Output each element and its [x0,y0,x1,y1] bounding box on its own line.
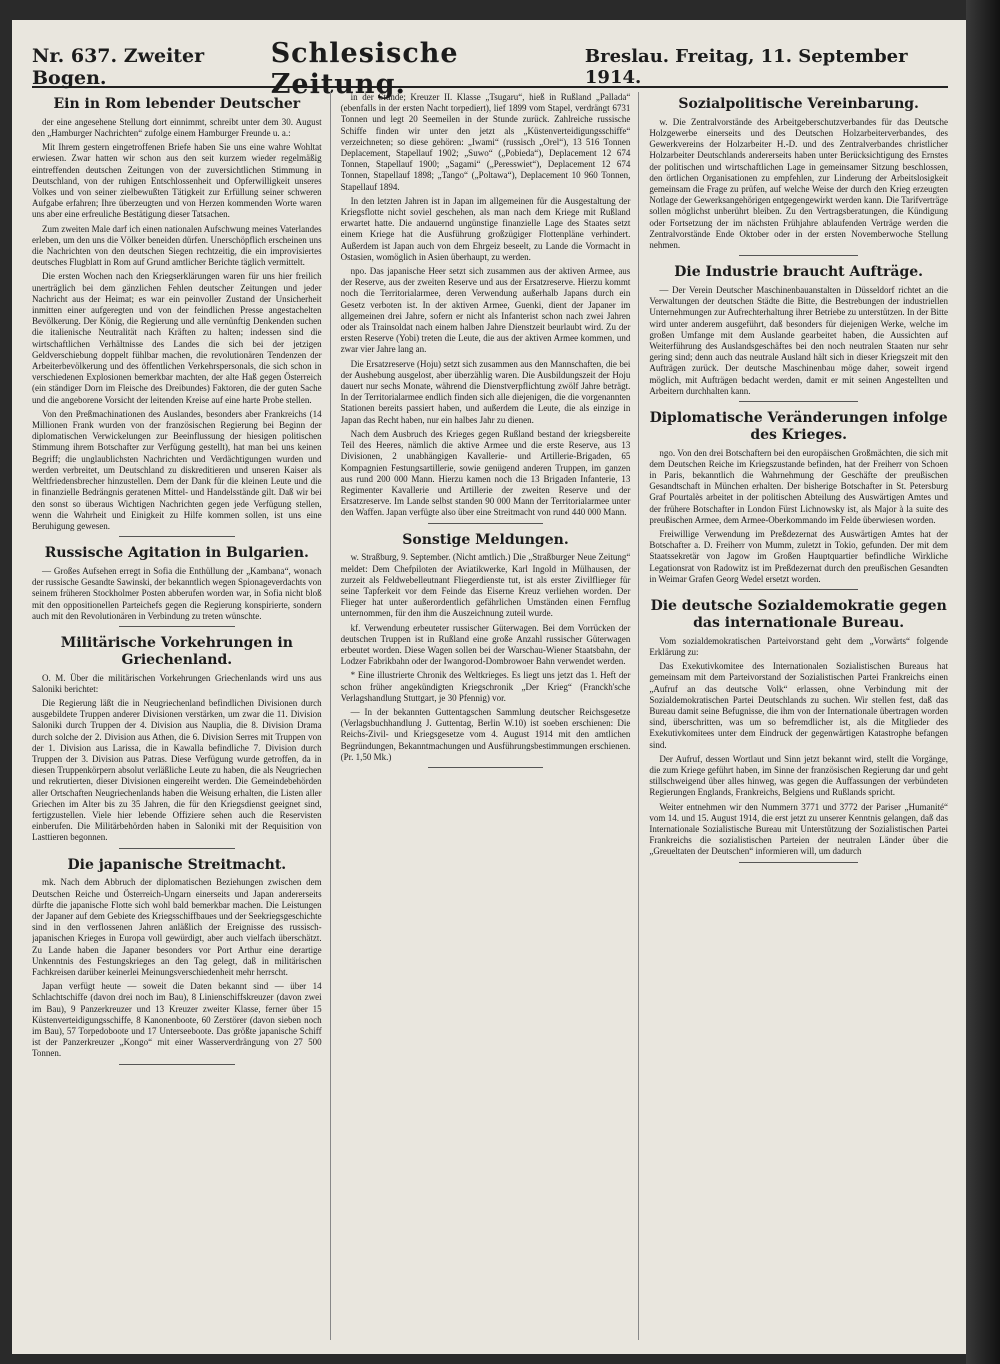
article [649,264,948,402]
article [32,96,322,537]
column-2 [341,92,640,1340]
article-paragraph: Von den Preßmachinationen des Auslandes, besonders aber Frankreichs (14 Millionen Frank wurden von der französischen Regierung bei Beginn der diplomatischen Verwickelungen zur Beeinflussung der hiesigen politischen Stimmung ihrem Botschafter zur Verfügung gestellt), hat man bei uns keinen Begriff; die unglaublichsten Nachrichten und Verdächtigungen wurden und werden verbreitet, um Deutschland zu diskreditieren und unseren Kaiser als Weltfriedensbrecher hinzustellen. Dem der Dank für die kleinen Leute und die in finanzielle Bedrängnis geratenen Mittel- und Handelsstände gilt. Daß wir bei den sonst so überaus Wichtigen Nachrichten gegen jede Verfügung stellen, wenn die Wahrheit und Einigkeit zu Hilfe kommen sollen, ist uns eine Beruhigung gewesen. [32,408,322,531]
article-divider [119,536,235,537]
article-paragraph: Freiwillige Verwendung im Preßdezernat des Auswärtigen Amtes hat der Botschafter a. D. Freiherr von Mumm, zuletzt in Tokio, gefunden. Der mit dem Staatssekretär von Jagow im Großen Hauptquartier befindliche Wirkliche Legationsrat von Radowitz ist im Preßdezernat durch den preußischen Gesandten in Weimar Grafen Georg Wedel ersetzt worden. [649,529,948,584]
article-divider [739,589,858,590]
article-divider [119,1064,235,1065]
newspaper-title: Schlesische Zeitung. [270,38,459,100]
article [649,598,948,862]
article-headline: Die Industrie braucht Aufträge. [674,264,924,281]
columns [32,92,948,1340]
article-paragraph: Mit Ihrem gestern eingetroffenen Briefe haben Sie uns eine wahre Wohltat erwiesen. Zwar hatten wir schon aus den seit kurzem wieder regelmäßig eintreffenden deutschen Zeitungen von der zuversichtlichen Stimmung in Deutschland, von der ruhigen Entschlossenheit und Opferwilligkeit unseres Volkes und von seiner zielbewußten Tätigkeit zur Erfüllung seiner schweren Aufgabe erfahren; Ihre überzeugten und von Herzen kommenden Worte waren uns aber eine erfreuliche Bestätigung dieser Tatsachen. [32,142,322,220]
article-divider [739,862,858,863]
article [32,857,322,1065]
article-paragraph: — Großes Aufsehen erregt in Sofia die Enthüllung der „Kambana“, wonach der russische Gesandte Sawinski, der bekanntlich wegen Spionageverdachts von seinem früheren Stockholmer Posten abberufen worden war, in Sofia nicht bloß mit den oppositionellen Parteichefs gegen die Regierung konspirierte, sondern auch mit den Revolutionären in Verbindung zu treten wünschte. [32,565,322,621]
article-paragraph: w. Die Zentralvorstände des Arbeitgeberschutzverbandes für das Deutsche Holzgewerbe einerseits und des Deutschen Holzarbeiterverbandes, des Gewerkvereins der Holzarbeiter H.-D. und des Zentralverbandes christlicher Holzarbeiter Deutschlands andererseits haben unter Berücksichtigung des Ernstes der politischen und wirtschaftlichen Lage in gemeinsamer Sitzung beschlossen, den örtlichen Organisationen zu empfehlen, zur Linderung der Arbeitslosigkeit gemeinsam die Frage zu prüfen, auf welche Weise der durch den Krieg erzeugten Notlage der Gewerksangehörigen entgegengewirkt werden kann. Die Tarifverträge sollen möglichst unberührt bleiben. Zu den Vertragsberatungen, die Kündigung oder Fortsetzung der im nächsten Frühjahre ablaufenden Verträge werden die Zentralvorstände Ende Oktober oder in der ersten Novemberwoche Stellung nehmen. [649,116,948,251]
article-paragraph: Die ersten Wochen nach den Kriegserklärungen waren für uns hier freilich unerträglich bei dem gänzlichen Fehlen deutscher Zeitungen und jeder Nachricht aus der Heimat; es war ein peinvoller Zustand der Unsicherheit inmitten einer aufgeregten und von der feindlichen Presse angestachelten Bevölkerung. Der König, die Regierung und alle vernünftig Denkenden suchen die italienische Neutralität nach Kräften zu halten; indessen sind die wirtschaftlichen Verhältnisse des Landes die sich bei der jetzigen Geldverschiebung doppelt fühlbar machen, die revolutionären Tendenzen der Arbeiterbevölkerung und des öffentlichen Verkehrspersonals, die sich schon in verschiedenen Explosionen bemerkbar machten, der alte Haß gegen Österreich (ein ständiger Dorn im Fleische des Dreibundes) Faktoren, die der guten Sache und die angeborene Vorsicht der leitenden Kreise auf eine harte Probe stellen. [32,271,322,405]
article-headline: Diplomatische Veränderungen infolge des Krieges. [649,410,948,443]
issue-number: Nr. 637. Zweiter Bogen. [32,45,205,89]
article-paragraph: Der Aufruf, dessen Wortlaut und Sinn jetzt bekannt wird, stellt die Vorgänge, die zum Kriege geführt haben, im Sinne der französischen Regierung dar und geht stillschweigend über alles hinweg, was gegen die Auffassungen der verbündeten Regierungen Englands, Frankreichs, Belgiens und Rußlands spricht. [649,753,948,798]
column-1 [32,92,331,1340]
article-paragraph: Das Exekutivkomitee des Internationalen Sozialistischen Bureaus hat gemeinsam mit dem Parteivorstand der Sozialistischen Partei Frankreichs einen „Aufruf an das deutsche Volk“ erlassen, ohne Verbindung mit der Sozialdemokratischen Partei Deutschlands zu suchen. Wir stellen fest, daß das Bureau damit seine Befugnisse, die ihm von der Internationale übertragen worden sind, überschritten, was um so befremdlicher ist, als die Mitglieder des Exekutivkomitees unter dem Eindruck der gegenwärtigen Katastrophe befangen sind. [649,661,948,750]
article-headline: Militärische Vorkehrungen in Griechenland. [60,634,293,668]
article-paragraph: w. Straßburg, 9. September. (Nicht amtlich.) Die „Straßburger Neue Zeitung“ meldet: Dem Chefpiloten der Aviatikwerke, Karl Ingold in Mülhausen, der zurzeit als Feldwebelleutnant Fliegerdienste tut, ist als erster Zivilflieger für seine Tapferkeit vor dem Feinde das Eiserne Kreuz verliehen worden. Der Flieger hat unter außerordentlich gefährlichen Umständen einen Fernflug unternommen, für den ihm die Auszeichnung zuteil wurde. [340,552,631,619]
article-paragraph: Zum zweiten Male darf ich einen nationalen Aufschwung meines Vaterlandes erleben, um den uns die Völker beneiden dürfen. Unerschöpflich erscheinen uns die Nachrichten von den deutschen Siegen rechtzeitig, die ein improvisiertes deutsches Flugblatt in Rom auf Grund amtlicher Berichte täglich vermittelt. [32,223,322,268]
article-paragraph: npo. Das japanische Heer setzt sich zusammen aus der aktiven Armee, aus der Reserve, aus der zweiten Reserve und aus der Ersatzreserve. Hierzu kommt noch die Territorialarmee, deren Verwendung außerhalb Japans durch ein Gesetz verboten ist. In der aktiven Armee, Guenki, dient der Japaner im allgemeinen drei Jahre, sofern er nicht als Infanterist schon nach zwei Jahren oder als Trainsoldat nach einem halben Jahre Dienstzeit beurlaubt wird. Zu der ersten Reserve (Yobi) treten die Leute, die aus der aktiven Armee kommen, und zwar vier Jahre lang an. [340,266,631,355]
dateline: Breslau. Freitag, 11. September 1914. [584,46,908,88]
article-paragraph: * Eine illustrierte Chronik des Weltkrieges. Es liegt uns jetzt das 1. Heft der schon früher angekündigten Kriegschronik „Der Krieg“ (Franckh'sche Verlagshandlung Stuttgart, je 30 Pfennig) vor. [340,670,631,703]
article-divider [119,848,235,849]
article [341,532,631,768]
article [32,545,322,627]
article [649,410,948,590]
article-paragraph: kf. Verwendung erbeuteter russischer Güterwagen. Bei dem Vorrücken der deutschen Truppen ist in Rußland eine große Anzahl russischer Güterwagen erbeutet worden. Diese Wagen sollen bei der Warschau-Wiener Staatsbahn, der Lodzer Fabrikbahn oder der Iwangorod-Dombrowoer Bahn verwendet werden. [340,622,631,667]
article-divider [119,626,235,627]
article-divider [428,767,544,768]
article-headline: Ein in Rom lebender Deutscher [53,96,301,112]
article-paragraph: — Der Verein Deutscher Maschinenbauanstalten in Düsseldorf richtet an die Verwaltungen der deutschen Städte die Bitte, die Bestrebungen der industriellen Unternehmungen zur Aufrechterhaltung ihrer Betriebe zu unterstützen. In der Bitte wird unter anderem ausgeführt, daß besonders für diejenigen Werke, welche im großen Umfange mit dem Auslande gearbeitet haben, die Aussichten auf Weiterführung des Auslandsgeschäftes bei den noch neutralen Staaten nur sehr gering sind; denn auch das neutrale Ausland hält sich in dieser Kriegszeit mit den Aufträgen zurück. Der deutsche Maschinenbau möge daher, soweit irgend möglich, mit Aufträgen bedacht werden, damit er mit seinen Angestellten und Arbeitern durchhalten kann. [649,285,948,396]
article-paragraph: O. M. Über die militärischen Vorkehrungen Griechenlands wird uns aus Saloniki berichtet: [32,672,322,694]
article-headline: Sonstige Meldungen. [402,531,569,548]
article-paragraph: Die Ersatzreserve (Hoju) setzt sich zusammen aus den Mannschaften, die bei der Aushebung ausgelost, aber überzählig waren. Die Ausbildungszeit der Hoju dauert nur sechs Monate, während die Dienstverpflichtung zwölf Jahre beträgt. In der Territorialarmee endlich finden sich alle diejenigen, die die vorgenannten Stationen bereits passiert haben, und außerdem die Leute, die als einzige in Japan das Recht haben, nur ein halbes Jahr zu dienen. [340,358,631,425]
article-paragraph: Weiter entnehmen wir den Nummern 3771 und 3772 der Pariser „Humanité“ vom 14. und 15. August 1914, die erst jetzt zu unserer Kenntnis gelangen, daß das Internationale Sozialistische Bureau mit Unterstützung der Sozialistischen Partei Frankreichs die sozialistischen Parteien der neutralen Länder über die „Greueltaten der Deutschen“ informieren will, um dadurch [649,801,948,857]
article-paragraph: mk. Nach dem Abbruch der diplomatischen Beziehungen zwischen dem Deutschen Reiche und Österreich-Ungarn einerseits und Japan andererseits dürfte die japanische Flotte sich wohl bald bemerkbar machen. Die Leistungen der Japaner auf dem Gebiete des Kriegsschiffbaues und der Seekriegsgeschichte sind in den verflossenen Jahren anläßlich der Ereignisse des russisch-japanischen Krieges in Europa voll gewürdigt, aber auch vielfach überschätzt. Zu Lande haben die Japaner besonders vor Port Arthur eine derartige Unkenntnis des Festungskrieges an den Tag gelegt, daß in militärischen Fachkreisen darüber keinerlei Meinungsverschiedenheit mehr herrscht. [32,877,322,977]
article-paragraph: ngo. Von den drei Botschaftern bei den europäischen Großmächten, die sich mit dem Deutschen Reiche im Kriegszustande befinden, hat der Freiherr von Schoen in Paris, bekanntlich die Wahrnehmung der Geschäfte der preußischen Gesandtschaft in München erhalten. Der bisherige Botschafter in St. Petersburg Graf Pourtalès arbeitet in der politischen Abteilung des Auswärtigen Amtes und der frühere Botschafter in London Fürst Lichnowsky ist, als Major à la suite des preußischen Armee, dem Armee-Oberkommando im Felde überwiesen worden. [649,447,948,525]
article-headline: Die japanische Streitmacht. [67,856,287,873]
article-paragraph: Nach dem Ausbruch des Krieges gegen Rußland bestand der kriegsbereite Teil des Heeres, nämlich die aktive Armee und die erste Reserve, aus 13 Divisionen, 2 unabhängigen Kavallerie- und Artillerie-Brigaden, 65 Kompagnien Festungsartillerie, sowie genügend anderen Truppen, im ganzen aus rund 200 000 Mann. Hierzu kamen noch die 13 Brigaden Infanterie, 13 Regimenter Kavallerie und Artillerie der zweiten Reserve und der Ersatzreserve. Im Lande selbst standen 90 000 Mann der Territorialarmee unter den Waffen. Japan verfügte also über eine Streitmacht von rund 440 000 Mann. [340,428,631,518]
binding-edge [966,0,1000,1364]
article [341,92,631,524]
article [649,96,948,256]
article-headline: Die deutsche Sozialdemokratie gegen das internationale Bureau. [650,598,947,631]
article-divider [428,523,544,524]
article [32,635,322,849]
article-divider [739,401,858,402]
article-paragraph: Vom sozialdemokratischen Parteivorstand geht dem „Vorwärts“ folgende Erklärung zu: [649,635,948,657]
article-divider [739,255,858,256]
article-paragraph: Japan verfügt heute — soweit die Daten bekannt sind — über 14 Schlachtschiffe (davon drei noch im Bau), 8 Linienschiffskreuzer (davon zwei im Bau), 9 Panzerkreuzer und 13 Kreuzer zweiter Klasse, ferner über 15 Küstenverteidigungsschiffe, 8 Kanonenboote, 60 Zerstörer (davon sieben noch im Bau), 57 Torpedoboote und 17 Unterseeboote. Das größte japanische Schiff ist der Panzerkreuzer „Kongo“ mit einer Wasserverdrängung von 27 500 Tonnen. [32,981,322,1059]
article-headline: Sozialpolitische Vereinbarung. [678,96,919,112]
article-paragraph: in der Stunde; Kreuzer II. Klasse „Tsugaru“, hieß in Rußland „Pallada“ (ebenfalls in der ersten Nacht torpediert), lief 1899 vom Stapel, verdrängt 6731 Tonnen und legt 20 Seemeilen in der Stunde zurück. Zahlreiche russische Schiffe finden wir unter den jetzt als „Küstenverteidigungsschiffe“ verzeichneten; so diese gehören: „Iwami“ (russisch „Orel“), 13 516 Tonnen Deplacement, Stapellauf 1902; „Suwo“ („Pobieda“), Deplacement 12 674 Tonnen, Stapellauf 1900; „Sagami“ („Peresswiet“), Deplacement 12 674 Tonnen, Stapellauf 1898; „Tango“ („Poltawa“), Deplacement 10 960 Tonnen, Stapellauf 1894. [340,92,631,192]
masthead [32,38,948,100]
article-paragraph: — In der bekannten Guttentagschen Sammlung deutscher Reichsgesetze (Verlagsbuchhandlung J. Guttentag, Berlin W.10) ist soeben erschienen: Die Reichs-Zivil- und Kriegsgesetze vom 4. August 1914 mit den amtlichen Begründungen, Bekanntmachungen und Ausführungsbestimmungen erschienen. (Pr. 1,50 Mk.) [340,706,631,762]
article-paragraph: der eine angesehene Stellung dort einnimmt, schreibt unter dem 30. August den „Hamburger Nachrichten“ zufolge einem Hamburger Freunde u. a.: [32,116,322,138]
newspaper-page [12,20,966,1354]
article-paragraph: In den letzten Jahren ist in Japan im allgemeinen für die Ausgestaltung der Kriegsflotte nicht soviel geschehen, als man nach dem Kriege mit Rußland erwartet hatte. Die andauernd ungünstige finanzielle Lage des Staates setzt einem Kriege hat die Ausführung großzügiger Flottenpläne verhindert. Außerdem ist Japan auch von dem Ehrgeiz beseelt, zu Lande die Vormacht in Ostasien, womöglich in Asien überhaupt, zu werden. [340,195,631,262]
article-headline: Russische Agitation in Bulgarien. [44,545,309,562]
article-paragraph: Die Regierung läßt die in Neugriechenland befindlichen Divisionen durch ausgebildete Truppen anderer Divisionen verstärken, um zwar die 11. Division Saloniki durch Truppen der 4. Division aus Nauplia, die 8. Division Drama durch solche der 2. Division aus Athen, die 6. Division Serres mit Truppen von der 1. Division aus Larissa, die in Kawalla befindliche 7. Division durch Truppen der 3. Division aus Patras. Diese Verfügung wurde getroffen, da in diesen Truppenkörpern absolut verläßliche Leute zu haben, die als Neugriechen und rekrutierten, dieser Divisionen eingereiht werden. Die Gemeindebehörden aller Ortschaften Neugriechenlands haben die Weisung erhalten, die Listen aller Griechen im Alter bis zu 35 Jahren, die für den Kriegsdienst geeignet sind, fertigzustellen. Viele hier lebende Offiziere sehen auch die Reservisten einberufen. Die Militärbehörden haben in Saloniki mit der Requisition von Lasttieren begonnen. [32,697,322,843]
column-3 [649,92,948,1340]
